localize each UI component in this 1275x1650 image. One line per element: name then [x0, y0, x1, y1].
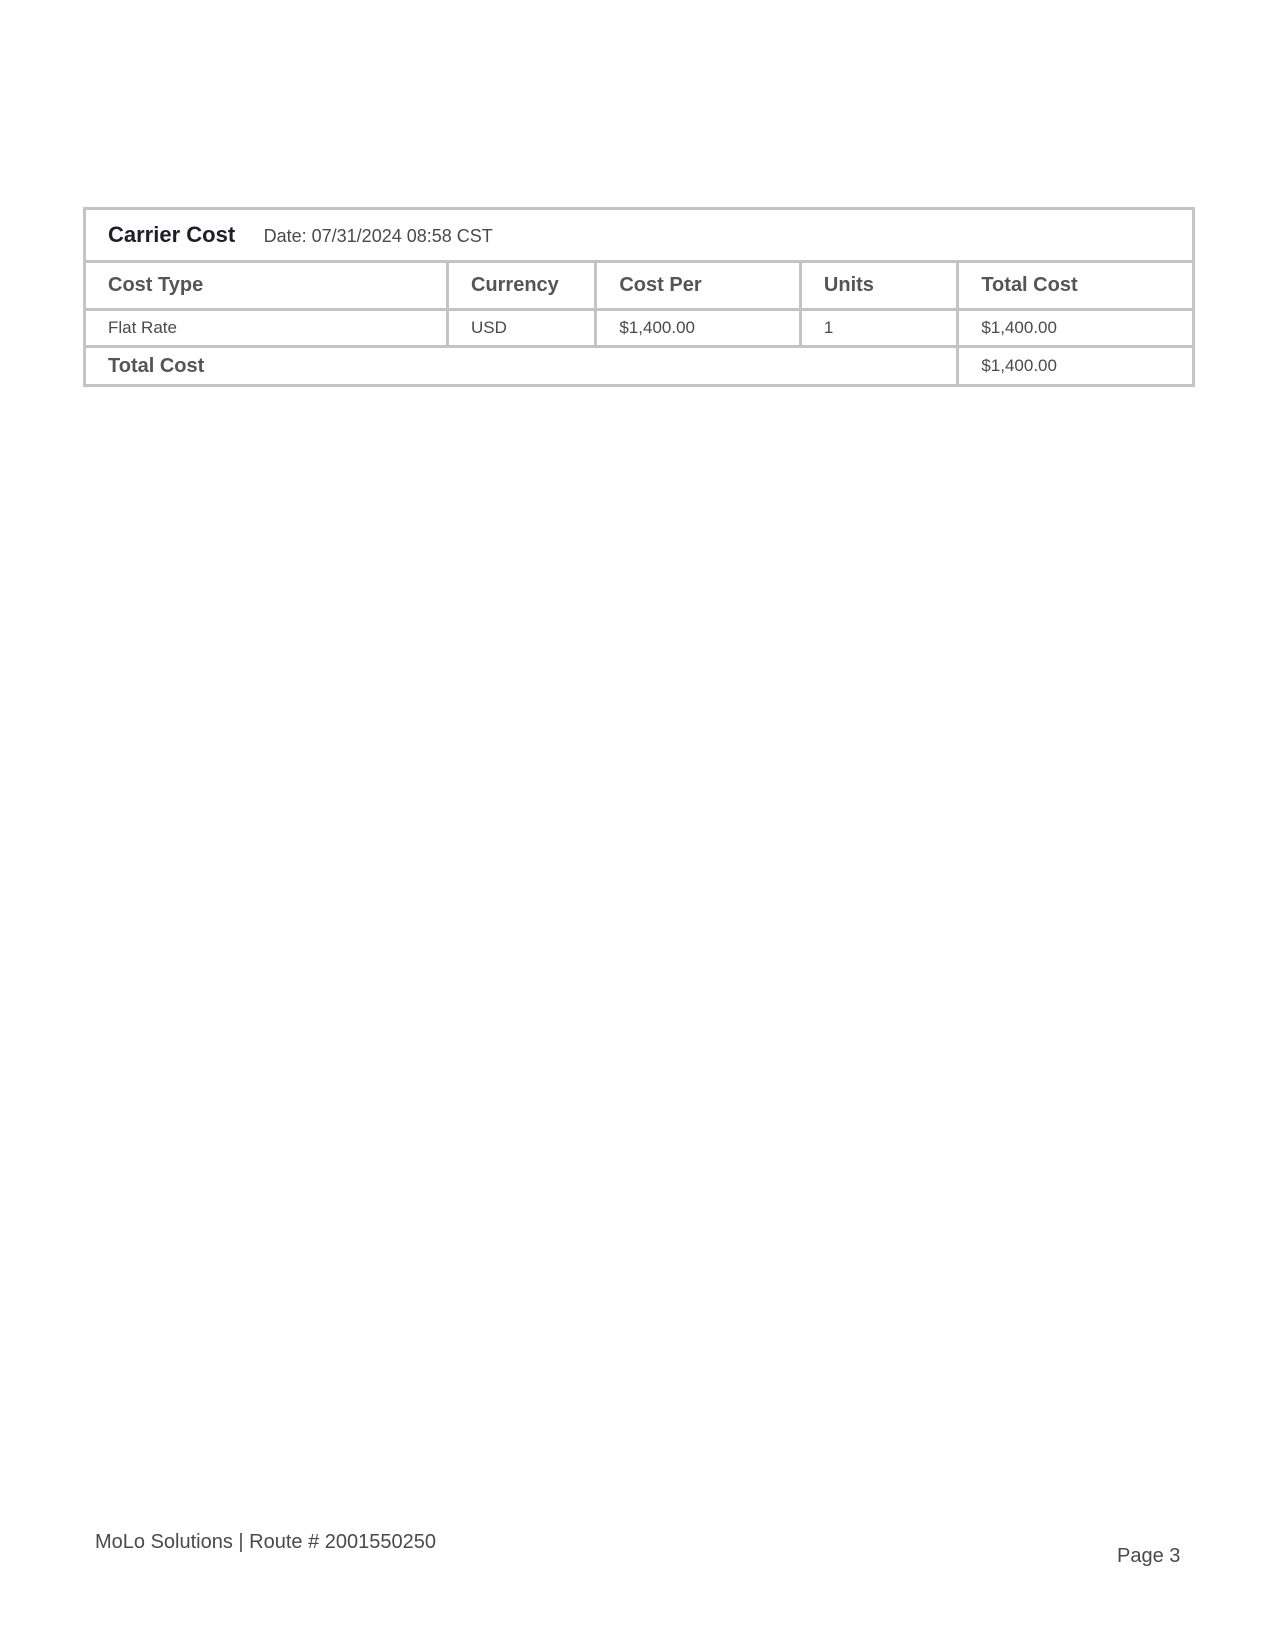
column-header-cost-per: Cost Per	[596, 262, 801, 310]
cell-cost-type: Flat Rate	[85, 310, 448, 347]
total-label: Total Cost	[85, 347, 958, 386]
column-header-total-cost: Total Cost	[958, 262, 1194, 310]
table-row	[85, 310, 1194, 347]
carrier-cost-table	[83, 207, 1195, 387]
page-number: Page 3	[1117, 1545, 1181, 1567]
section-title: Carrier Cost	[108, 222, 236, 247]
total-row	[85, 347, 1194, 386]
table-title-row	[85, 209, 1194, 262]
column-header-cost-type: Cost Type	[85, 262, 448, 310]
table-header-row	[85, 262, 1194, 310]
column-header-currency: Currency	[447, 262, 595, 310]
cell-total-cost: $1,400.00	[958, 310, 1194, 347]
total-value: $1,400.00	[958, 347, 1194, 386]
table-title-cell	[85, 209, 1194, 262]
column-header-units: Units	[800, 262, 957, 310]
cell-cost-per: $1,400.00	[596, 310, 801, 347]
cell-units: 1	[800, 310, 957, 347]
cost-date: Date: 07/31/2024 08:58 CST	[263, 226, 493, 246]
cell-currency: USD	[447, 310, 595, 347]
footer-route-info: MoLo Solutions | Route # 2001550250	[95, 1531, 437, 1553]
